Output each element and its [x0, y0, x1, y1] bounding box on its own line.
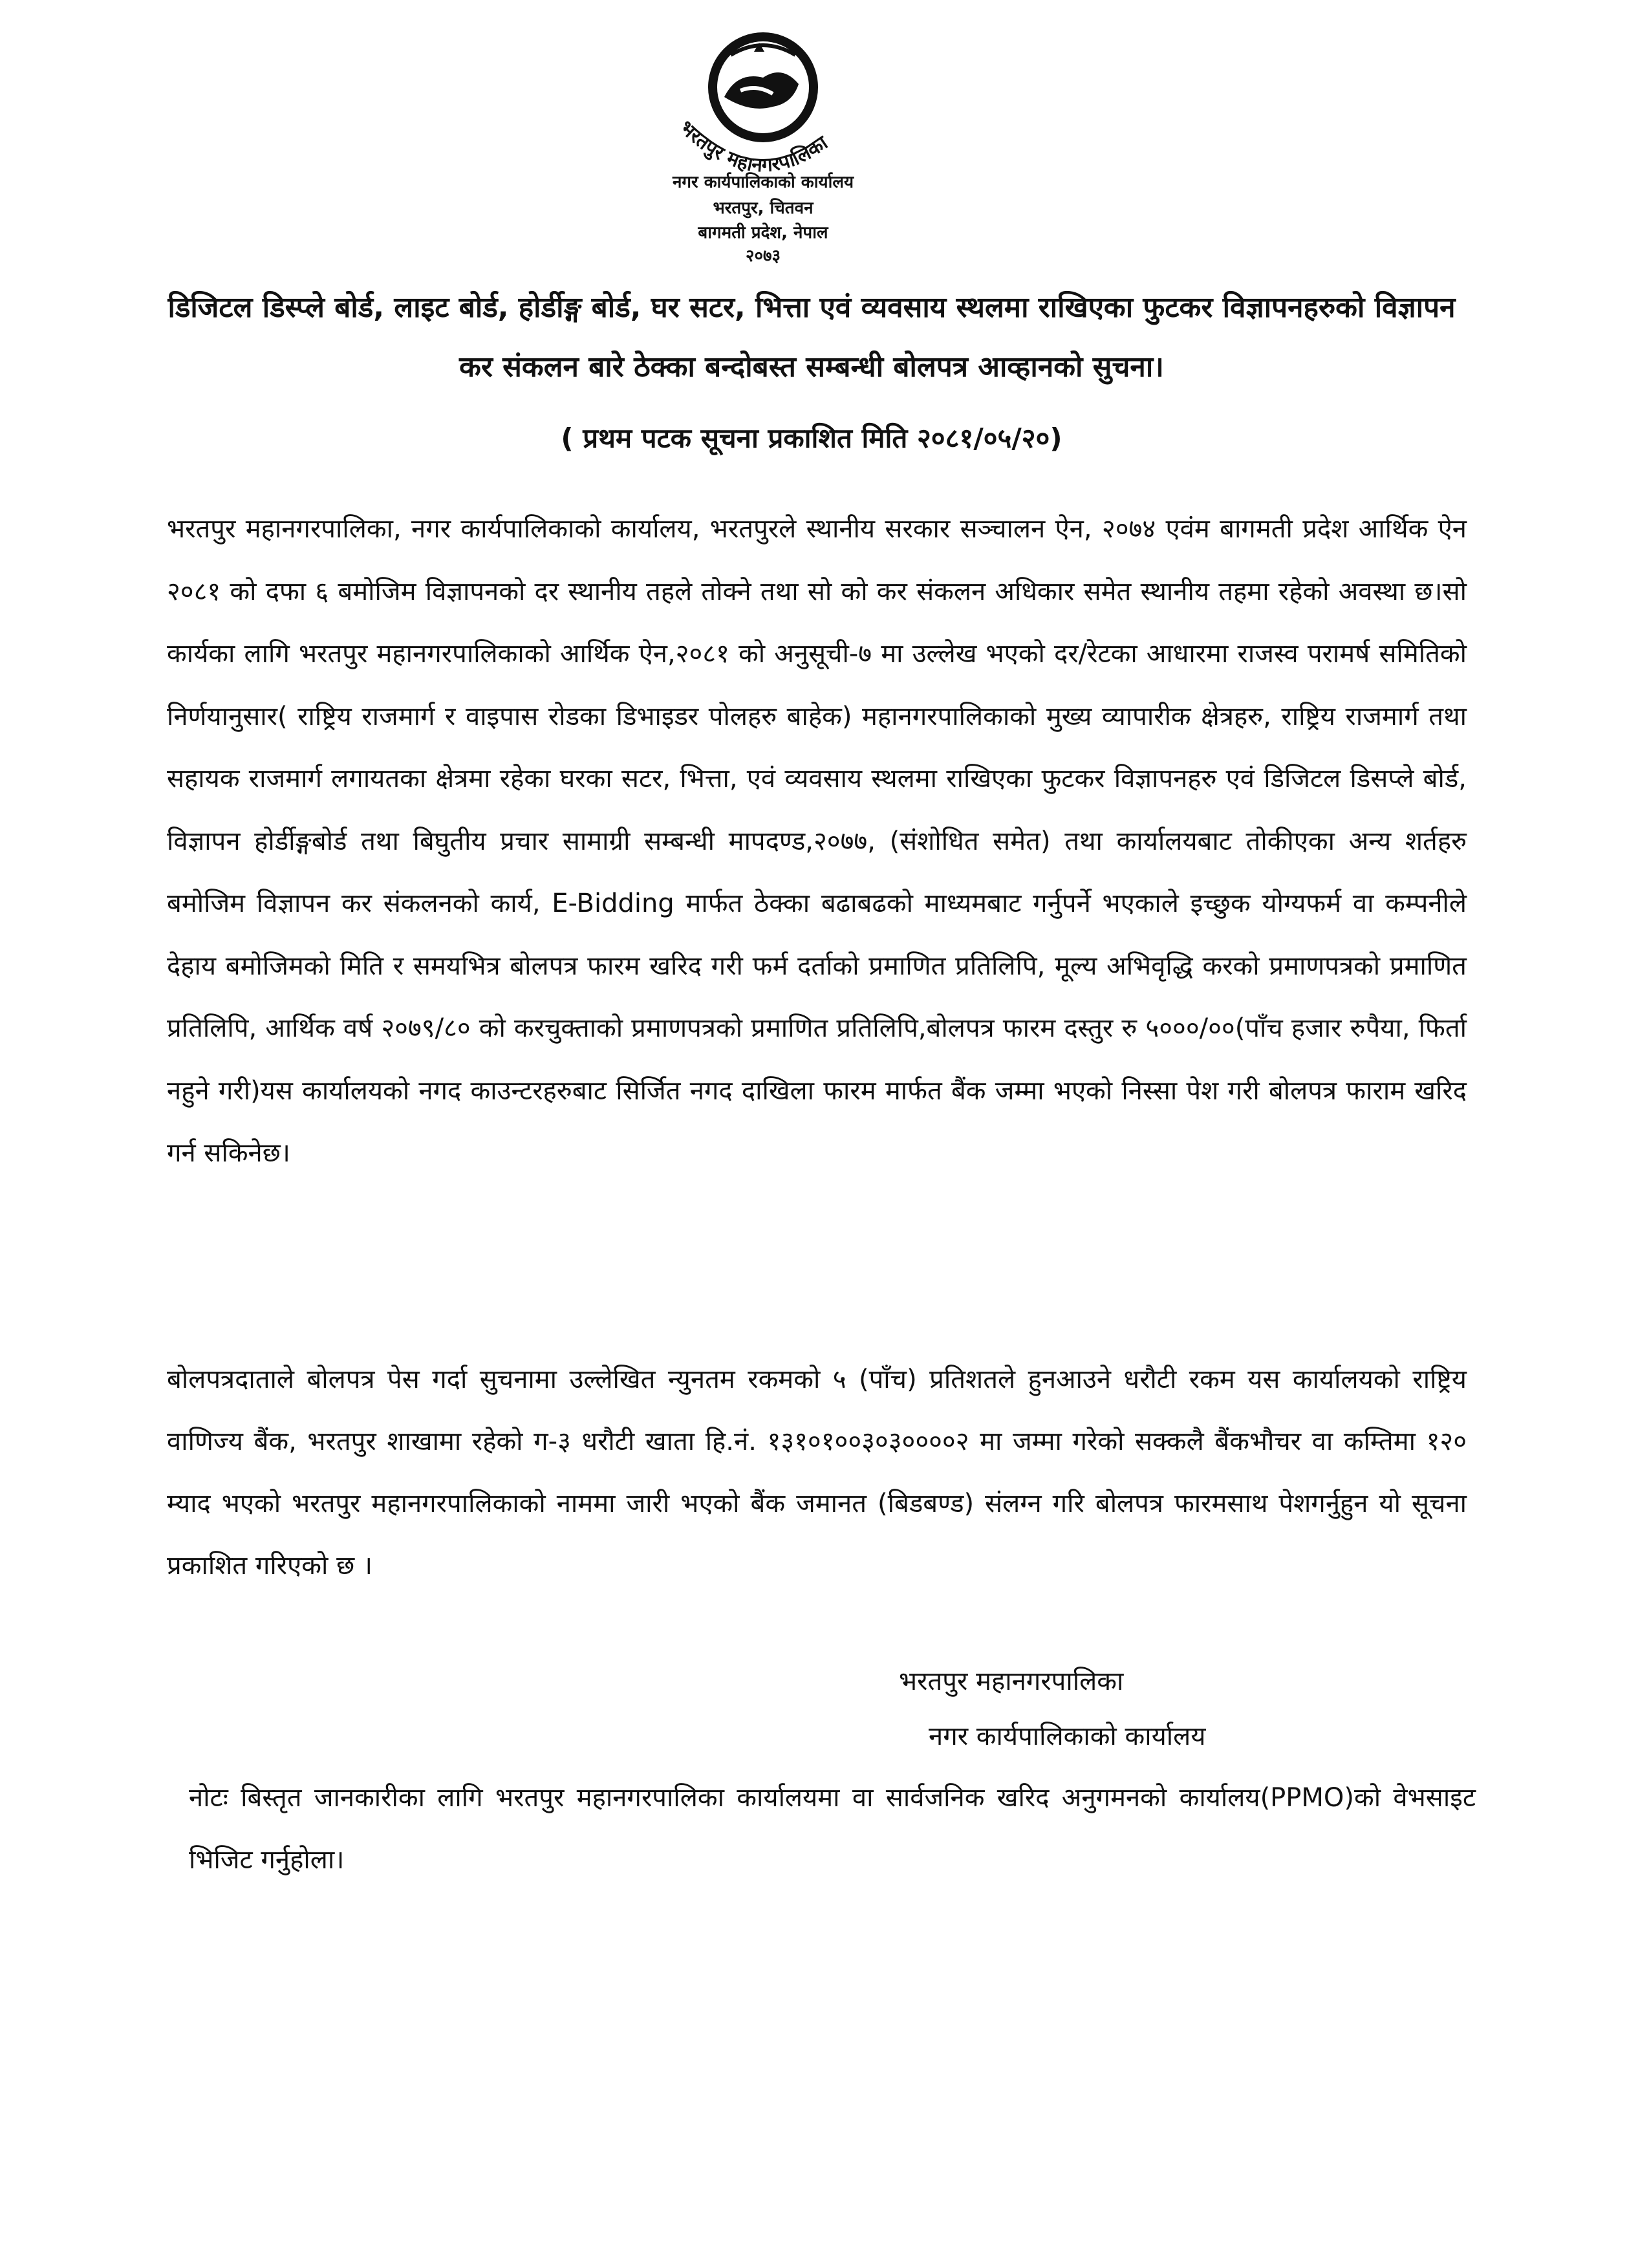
seal-text-1: भरतपुर महानगरपालिका [674, 116, 832, 177]
municipality-seal [627, 26, 899, 272]
notice-paragraph-deposit: बोलपत्रदाताले बोलपत्र पेस गर्दा सुचनामा उल्लेखित न्युनतम रकमको ५ (पाँच) प्रतिशतले हुनआउने धरौटी रकम यस कार्यालयको राष्ट्रिय वाणिज्य बैंक, भरतपुर शाखामा रहेको ग-३ धरौटी खाता हि.नं. १३१०१००३०३००००२ मा जम्मा गरेको सक्कलै बैंकभौचर वा कम्तिमा १२० म्याद भएको भरतपुर महानगरपालिकाको नाममा जारी भएको बैंक जमानत (बिडबण्ड) संलग्न गरि बोलपत्र फारमसाथ पेशगर्नुहुन यो सूचना प्रकाशित गरिएको छ । [167, 1365, 1467, 1581]
notice-paragraph-main: भरतपुर महानगरपालिका, नगर कार्यपालिकाको कार्यालय, भरतपुरले स्थानीय सरकार सञ्चालन ऐन, २०७४ एवंम बागमती प्रदेश आर्थिक ऐन २०८१ को दफा ६ बमोजिम विज्ञापनको दर स्थानीय तहले तोक्ने तथा सो को कर संकलन अधिकार समेत स्थानीय तहमा रहेको अवस्था छ।सो कार्यका लागि भरतपुर महानगरपालिकाको आर्थिक ऐन,२०८१ को अनुसूची-७ मा उल्लेख भएको दर/रेटका आधारमा राजस्व परामर्ष समितिको निर्णयानुसार( राष्ट्रिय राजमार्ग र वाइपास रोडका डिभाइडर पोलहरु बाहेक) महानगरपालिकाको मुख्य व्यापारीक क्षेत्रहरु, राष्ट्रिय राजमार्ग तथा सहायक राजमार्ग लगायतका क्षेत्रमा रहेका घरका सटर, भित्ता, एवं व्यवसाय स्थलमा राखिएका फुटकर विज्ञापनहरु एवं डिजिटल डिसप्ले बोर्ड, विज्ञापन होर्डीङ्गबोर्ड तथा बिघुतीय प्रचार सामाग्री सम्बन्धी मापदण्ड,२०७७, (संशोधित समेत) तथा कार्यालयबाट तोकीएका अन्य शर्तहरु बमोजिम विज्ञापन कर संकलनको कार्य, E-Bidding मार्फत ठेक्का बढाबढको माध्यमबाट गर्नुपर्ने भएकाले इच्छुक योग्यफर्म वा कम्पनीले देहाय बमोजिमको मिति र समयभित्र बोलपत्र फारम खरिद गरी फर्म दर्ताको प्रमाणित प्रतिलिपि, मूल्य अभिवृद्धि करको प्रमाणपत्रको प्रमाणित प्रतिलिपि, आर्थिक वर्ष २०७९/८० को करचुक्ताको प्रमाणपत्रको प्रमाणित प्रतिलिपि,बोलपत्र फारम दस्तुर रु ५०००/००(पाँच हजार रुपैया, फिर्ता नहुने गरी)यस कार्यालयको नगद काउन्टरहरुबाट सिर्जित नगद दाखिला फारम मार्फत बैंक जम्मा भएको निस्सा पेश गरी बोलपत्र फाराम खरिद गर्न सकिनेछ। [167, 514, 1467, 1168]
signature-office: नगर कार्यपालिकाको कार्यालय [929, 1722, 1206, 1751]
notice-title: डिजिटल डिस्प्ले बोर्ड, लाइट बोर्ड, होर्डीङ्ग बोर्ड, घर सटर, भित्ता एवं व्यवसाय स्थलमा राखिएका फुटकर विज्ञापनहरुको विज्ञापन कर संकलन बारे ठेक्का बन्दोबस्त सम्बन्धी बोलपत्र आव्हानको सुचना। [167, 291, 1456, 383]
seal-text-2: नगर कार्यपालिकाको कार्यालय [672, 173, 854, 192]
notice-footnote: नोटः बिस्तृत जानकारीका लागि भरतपुर महानगरपालिका कार्यालयमा वा सार्वजनिक खरिद अनुगमनको कार्यालय(PPMO)को वेभसाइट भिजिट गर्नुहोला। [189, 1783, 1476, 1875]
signature-organization: भरतपुर महानगरपालिका [899, 1667, 1124, 1696]
seal-text-4: बागमती प्रदेश, नेपाल [698, 223, 828, 243]
seal-emblem-icon [713, 37, 814, 138]
seal-text-5: २०७३ [745, 246, 781, 266]
notice-publication-date: ( प्रथम पटक सूचना प्रकाशित मिति २०८१/०५/२०) [561, 422, 1062, 454]
svg-text:भरतपुर महानगरपालिका [674, 116, 832, 177]
seal-text-3: भरतपुर, चितवन [713, 199, 814, 218]
